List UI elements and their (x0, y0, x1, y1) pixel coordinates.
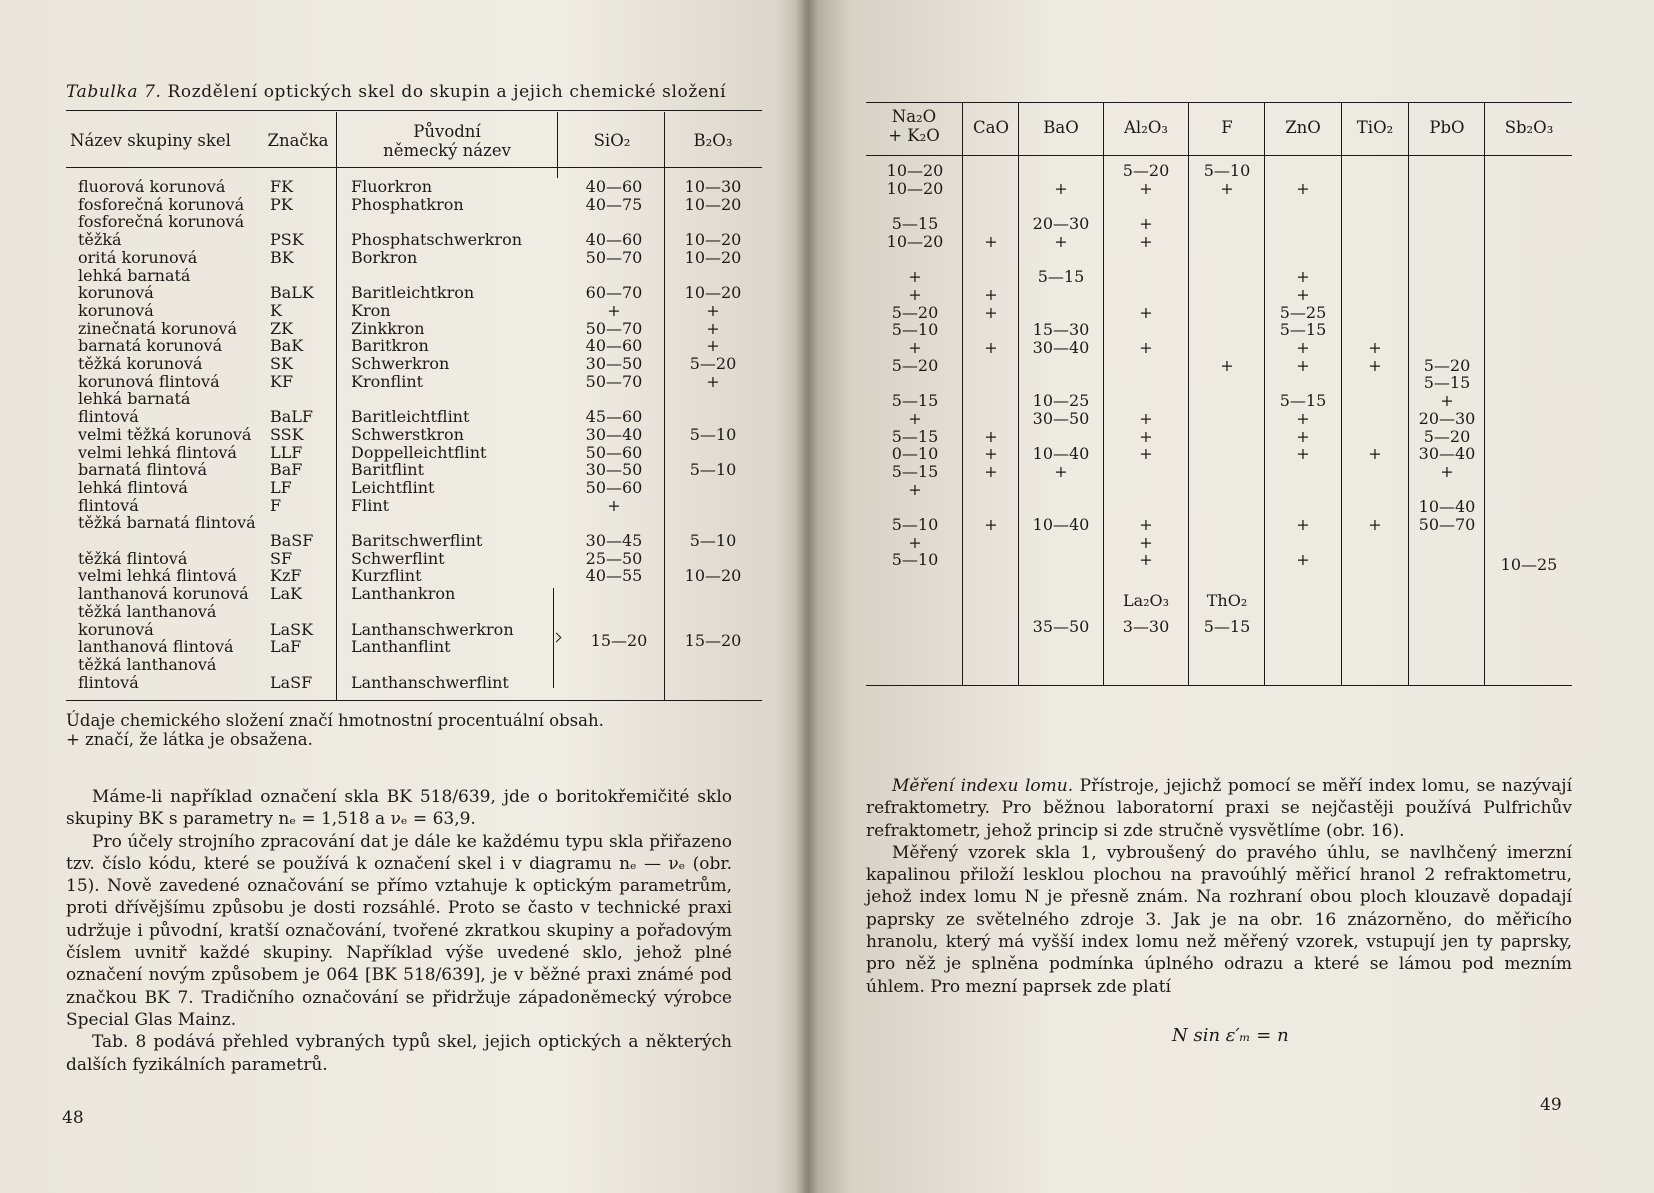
header-sio2: SiO₂ (593, 131, 631, 150)
column-zno: + + + 5—25 5—15 + + 5—15 + + + + + (1279, 178, 1327, 570)
table-header-rule (866, 155, 1572, 156)
column-bao: + 20—30 + 5—15 15—30 30—40 10—25 30—50 10—40 + 10—40 (1032, 178, 1090, 535)
table-divider (336, 112, 337, 700)
lanthan-sio2: 15—20 (590, 631, 648, 650)
column-b2o3: 10—30 10—20 10—20 10—20 10—20 + + + 5—20 + 5—10 5—10 5—10 10—20 (684, 177, 742, 586)
paragraph: Tab. 8 podává přehled vybraných typů skel, jejich optických a některých dalších fyzikálních parametrů. (66, 1032, 732, 1075)
table-divider (557, 112, 558, 178)
table-bottom-rule (866, 685, 1572, 686)
column-cao: + + + + + + + + (984, 231, 998, 535)
table-divider (962, 102, 963, 685)
column-original-names: Fluorkron Phosphatkron Phosphatschwerkron Borkron Baritleichtkron Kron Zinkkron Baritkron Schwerkron Kronflint Baritleichtflint Schwerstkron Doppelleichtflint Baritflint Leichtflint Flint Baritschwerflint Schwerflint Kurzflint Lanthankron Lanthanschwerkron Lanthanflint Lanthanschwerflint (351, 177, 522, 692)
lanthan-brace (553, 588, 560, 688)
header-mark: Značka (267, 131, 329, 150)
paragraph: Měřený vzorek skla 1, vybroušený do pravého úhlu, se navlhčený imerzní kapalinou přiloží lesklou plochou na pravoúhlý měřicí hranol 2 refraktometru, jehož index lomu N je přesně znám. Na rozhraní obou ploch klouzavě dopadají paprsky ze světelného zdroje 3. Jak je na obr. 16 znázorněno, do měřicího hranolu, který má vyšší index lomu než měřený vzorek, vstupují jen ty paprsky, pro něž je splněna podmínka úplného odrazu a které se lámou pod mezním úhlem. Pro mezní paprsek zde platí (866, 842, 1572, 997)
column-al2o3: 5—20 + + + + + + + + + + + (1122, 161, 1170, 570)
header-zno: ZnO (1285, 118, 1321, 137)
book-gutter (796, 0, 818, 1193)
right-page (808, 0, 1654, 1193)
table-divider (1341, 102, 1342, 685)
table-divider (1018, 102, 1019, 685)
body-text-left (66, 786, 732, 1076)
paragraph-body: Přístroje, jejichž pomocí se měří index lomu, se nazývají refraktometry. Pro běžnou laboratorní praxi se nejčastěji používá Pulfrichův refraktometr, jehož princip si zde stručně vysvětlíme (obr. 16). (866, 776, 1573, 841)
header-original-name-1: Původní (413, 122, 481, 141)
column-na2o: 10—20 10—20 5—15 10—20 + + 5—20 5—10 + 5—20 5—15 + 5—15 0—10 5—15 + 5—10 + 5—10 (886, 161, 944, 570)
column-group-names: fluorová korunová fosforečná korunová fosforečná korunová těžká oritá korunová lehká barnatá korunová korunová zinečnatá korunová barnatá korunová těžká korunová korunová flintová lehká barnatá flintová velmi těžká korunová velmi lehká flintová barnatá flintová lehká flintová flintová těžká barnatá flintová těžká flintová velmi lehká flintová lanthanová korunová těžká lanthanová korunová lanthanová flintová těžká lanthanová flintová (78, 177, 256, 692)
lanthan-bao: 35—50 (1032, 617, 1090, 636)
table-note-2: + značí, že látka je obsažena. (66, 730, 313, 749)
column-sio2: 40—60 40—75 40—60 50—70 60—70 + 50—70 40—60 30—50 50—70 45—60 30—40 50—60 30—50 50—60 + 30—45 25—50 40—55 (585, 177, 643, 586)
sb2o3-value: 10—25 (1500, 555, 1558, 574)
header-original-name-2: německý název (383, 141, 511, 160)
table-divider (1103, 102, 1104, 685)
paragraph-title: Měření indexu lomu. (892, 776, 1074, 796)
column-tio2: + + + + (1368, 338, 1382, 535)
lanthan-la2o3: 3—30 (1122, 617, 1170, 636)
column-marks: FK PK PSK BK BaLK K ZK BaK SK KF BaLF SSK LLF BaF LF F BaSF SF KzF LaK LaSK LaF LaSF (270, 177, 314, 692)
table-caption (66, 82, 726, 102)
table-divider (1484, 102, 1485, 685)
column-f: 5—10 + + (1203, 161, 1251, 375)
column-pbo: 5—20 5—15 + 20—30 5—20 30—40 + 10—40 50—70 (1418, 355, 1476, 535)
table-note-1: Údaje chemického složení značí hmotnostní procentuální obsah. (66, 711, 604, 730)
caption-label: Tabulka 7. (66, 82, 162, 102)
header-sb2o3: Sb₂O₃ (1504, 118, 1554, 137)
header-b2o3: B₂O₃ (693, 131, 733, 150)
paragraph: Máme-li například označení skla BK 518/639, jde o boritokřemičité sklo skupiny BK s parametry nₑ = 1,518 a νₑ = 63,9. (66, 787, 732, 830)
paragraph (866, 775, 1572, 842)
header-al2o3: Al₂O₃ (1124, 118, 1168, 137)
table-bottom-rule (66, 700, 762, 701)
left-page (0, 0, 808, 1193)
header-bao: BaO (1043, 118, 1079, 137)
page-number: 48 (62, 1108, 84, 1128)
header-f: F (1221, 118, 1233, 137)
table-divider (1188, 102, 1189, 685)
header-k2o: + K₂O (888, 126, 940, 145)
paragraph: Pro účely strojního zpracování dat je dále ke každému typu skla přiřazeno tzv. číslo kódu, které se používá k označení skel i v diagramu nₑ — νₑ (obr. 15). Nově zavedené označování se přímo vztahuje k optickým parametrům, proti dřívějšímu způsobu je dosti rozsáhlé. Proto se často v technické praxi udržuje i původní, kratší označování, tvořené zkratkou skupiny a pořadovým číslem uvnitř každé skupiny. Například výše uvedené sklo, jehož plné označení novým způsobem je 064 [BK 518/639], je v běžné praxi známé pod značkou BK 7. Tradičního označování se přidržuje západoněmecký výrobce Special Glas Mainz. (66, 831, 732, 1030)
table-top-rule (866, 102, 1572, 103)
header-cao: CaO (973, 118, 1009, 137)
lanthan-tho2: 5—15 (1203, 617, 1251, 636)
table-divider (664, 112, 665, 700)
header-name: Název skupiny skel (70, 131, 231, 150)
formula: N sin ε′ₘ = n (1172, 1025, 1289, 1046)
table-top-rule (66, 110, 762, 111)
table-divider (1408, 102, 1409, 685)
la2o3-label: La₂O₃ (1122, 591, 1170, 610)
header-tio2: TiO₂ (1356, 118, 1394, 137)
tho2-label: ThO₂ (1206, 591, 1248, 610)
body-text-right (866, 775, 1572, 998)
lanthan-b2o3: 15—20 (684, 631, 742, 650)
page-number: 49 (1540, 1095, 1562, 1115)
table-header-rule (66, 167, 762, 168)
header-pbo: PbO (1429, 118, 1465, 137)
header-na2o: Na₂O (891, 107, 937, 126)
caption-text: Rozdělení optických skel do skupin a jejich chemické složení (167, 82, 727, 102)
table-divider (1264, 102, 1265, 685)
